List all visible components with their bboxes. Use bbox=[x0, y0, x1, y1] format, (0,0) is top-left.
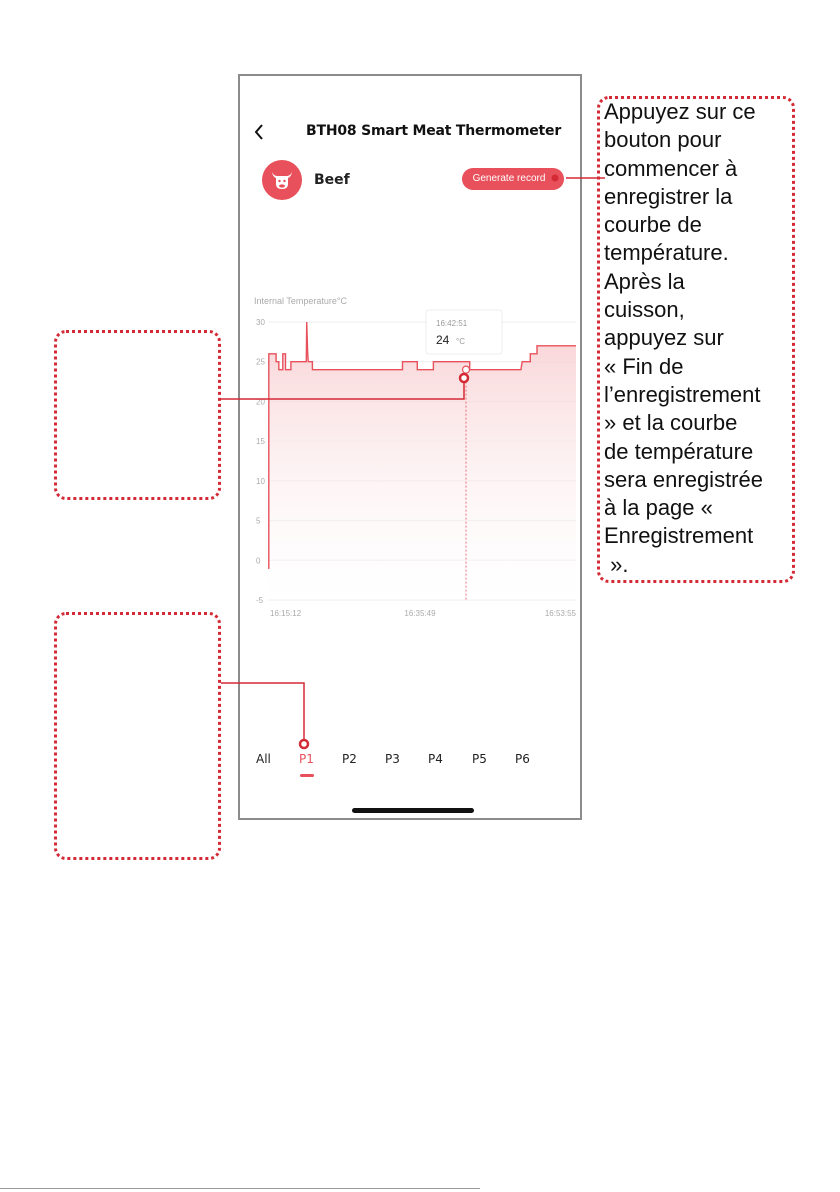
callout-box-tabs bbox=[54, 612, 221, 860]
y-axis-label: Internal Temperature°C bbox=[254, 296, 347, 306]
tooltip-box bbox=[426, 310, 502, 354]
temperature-chart bbox=[240, 76, 580, 636]
tab-p4[interactable]: P4 bbox=[428, 752, 443, 766]
home-indicator bbox=[352, 808, 474, 813]
meat-name: Beef bbox=[314, 172, 350, 188]
tooltip-unit: °C bbox=[456, 337, 465, 346]
page-title: BTH08 Smart Meat Thermometer bbox=[306, 123, 562, 139]
tooltip-time: 16:42:51 bbox=[436, 319, 468, 328]
instruction-line: température. bbox=[604, 240, 729, 266]
page-bottom-rule bbox=[0, 1188, 480, 1189]
series-area-fill bbox=[268, 322, 576, 600]
instruction-line: sera enregistrée bbox=[604, 466, 763, 492]
instruction-line: bouton pour bbox=[604, 127, 722, 153]
y-tick-label: 25 bbox=[256, 357, 265, 367]
instruction-line: appuyez sur bbox=[604, 325, 724, 351]
tab-p1[interactable]: P1 bbox=[299, 752, 314, 766]
instruction-text bbox=[604, 98, 794, 579]
tab-p6[interactable]: P6 bbox=[515, 752, 530, 766]
instruction-line: courbe de bbox=[604, 212, 702, 238]
y-tick-label: 5 bbox=[256, 516, 261, 526]
tooltip-point bbox=[463, 366, 470, 373]
tab-p3[interactable]: P3 bbox=[385, 752, 400, 766]
instruction-line: commencer à bbox=[604, 155, 738, 181]
instruction-line: cuisson, bbox=[604, 297, 685, 323]
x-tick-label: 16:35:49 bbox=[404, 609, 436, 618]
y-tick-label: 20 bbox=[256, 397, 265, 407]
probe-tabs bbox=[256, 752, 556, 782]
tab-all[interactable]: All bbox=[256, 752, 271, 766]
instruction-line: Enregistrement bbox=[604, 523, 754, 549]
active-tab-indicator bbox=[300, 774, 314, 777]
instruction-line: à la page « bbox=[604, 495, 713, 521]
instruction-line: » et la courbe bbox=[604, 410, 738, 436]
instruction-line: l’enregistrement bbox=[604, 381, 761, 407]
x-tick-label: 16:53:55 bbox=[544, 609, 576, 618]
instruction-line: enregistrer la bbox=[604, 183, 733, 209]
generate-record-button[interactable]: Generate record bbox=[462, 168, 564, 190]
tab-p2[interactable]: P2 bbox=[342, 752, 357, 766]
y-tick-label: 0 bbox=[256, 556, 261, 566]
callout-box-chart bbox=[54, 330, 221, 500]
instruction-line: Appuyez sur ce bbox=[604, 99, 756, 124]
y-tick-label: 15 bbox=[256, 437, 265, 447]
y-tick-label: 10 bbox=[256, 476, 265, 486]
instruction-line: « Fin de bbox=[604, 353, 684, 379]
instruction-line: de température bbox=[604, 438, 754, 464]
instruction-line: ». bbox=[604, 551, 629, 577]
instruction-line: Après la bbox=[604, 268, 685, 294]
phone-screen bbox=[238, 74, 582, 820]
tooltip-value: 24 bbox=[436, 333, 450, 347]
tab-p5[interactable]: P5 bbox=[472, 752, 487, 766]
x-tick-label: 16:15:12 bbox=[270, 609, 302, 618]
y-tick-label: -5 bbox=[256, 596, 264, 605]
y-tick-label: 30 bbox=[256, 318, 265, 327]
